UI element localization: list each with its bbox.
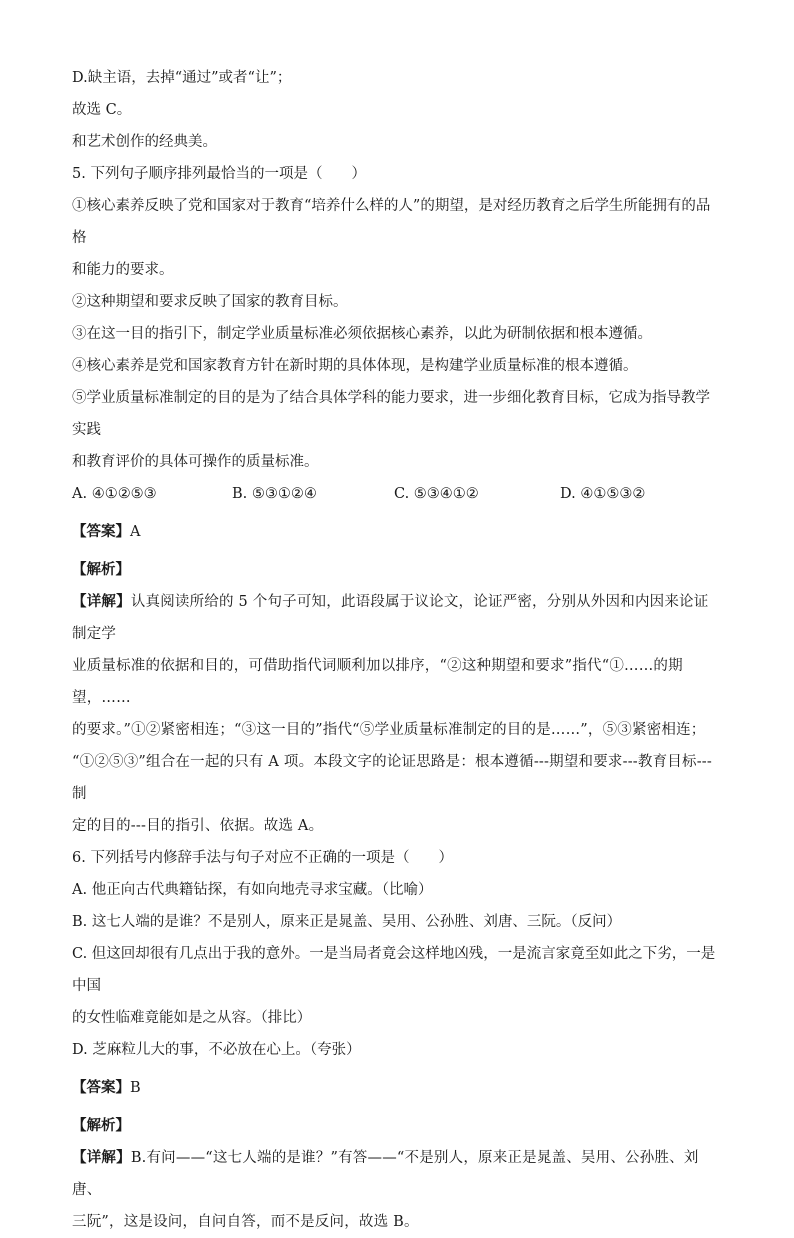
document-page bbox=[72, 62, 722, 1238]
sentence-2: ②这种期望和要求反映了国家的教育目标。 bbox=[72, 294, 348, 310]
answer-value: A bbox=[130, 524, 141, 540]
sentence-5-cont: 和教育评价的具体可操作的质量标准。 bbox=[72, 454, 319, 470]
option-d: D. 芝麻粒儿大的事，不必放在心上。（夸张） bbox=[72, 1042, 361, 1058]
detail-line bbox=[72, 1142, 722, 1206]
text-line: D.缺主语，去掉“通过”或者“让”； bbox=[72, 70, 292, 86]
detail-line: 的要求。”①②紧密相连；“③这一目的”指代“⑤学业质量标准制定的目的是……”，⑤③紧密相连； bbox=[72, 722, 706, 738]
detail-line: 三阮”，这是设问，自问自答，而不是反问，故选 B。 bbox=[72, 1214, 419, 1230]
question-5-stem: 5. 下列句子顺序排列最恰当的一项是（ ） bbox=[72, 166, 366, 182]
option-d: D. ④①⑤③② bbox=[560, 486, 646, 502]
option-b: B. 这七人端的是谁？不是别人，原来正是晁盖、吴用、公孙胜、刘唐、三阮。（反问） bbox=[72, 914, 622, 930]
answer-line bbox=[72, 516, 722, 548]
sentence-4: ④核心素养是党和国家教育方针在新时期的具体体现，是构建学业质量标准的根本遵循。 bbox=[72, 358, 638, 374]
question-5-options bbox=[72, 478, 722, 510]
question-6-stem: 6. 下列括号内修辞手法与句子对应不正确的一项是（ ） bbox=[72, 850, 453, 866]
sentence-3: ③在这一目的指引下，制定学业质量标准必须依据核心素养，以此为研制依据和根本遵循。 bbox=[72, 326, 652, 342]
detail-tag: 【详解】 bbox=[72, 1149, 131, 1166]
option-c: C. ⑤③④①② bbox=[394, 486, 479, 502]
analysis-tag: 【解析】 bbox=[72, 561, 130, 578]
detail-line: “①②⑤③”组合在一起的只有 A 项。本段文字的论证思路是：根本遵循---期望和要求---教育目标---制 bbox=[72, 754, 713, 802]
answer-tag: 【答案】 bbox=[72, 523, 130, 540]
detail-tag: 【详解】 bbox=[72, 593, 131, 610]
answer-value: B bbox=[130, 1080, 141, 1096]
text-line: 故选 C。 bbox=[72, 102, 132, 118]
answer-line bbox=[72, 1072, 722, 1104]
detail-line: 业质量标准的依据和目的，可借助指代词顺利加以排序，“②这种期望和要求”指代“①……的期望，…… bbox=[72, 658, 683, 706]
option-c: C. 但这回却很有几点出于我的意外。一是当局者竟会这样地凶残，一是流言家竟至如此之下劣，一是中国 bbox=[72, 946, 716, 994]
sentence-5: ⑤学业质量标准制定的目的是为了结合具体学科的能力要求，进一步细化教育目标，它成为指导教学实践 bbox=[72, 390, 710, 438]
detail-line: 定的目的---目的指引、依据。故选 A。 bbox=[72, 818, 324, 834]
detail-text: B.有问——“这七人端的是谁？”有答——“不是别人，原来正是晁盖、吴用、公孙胜、刘唐、 bbox=[72, 1150, 699, 1198]
answer-tag: 【答案】 bbox=[72, 1079, 130, 1096]
text-line: 和艺术创作的经典美。 bbox=[72, 134, 217, 150]
option-b: B. ⑤③①②④ bbox=[232, 486, 317, 502]
sentence-1: ①核心素养反映了党和国家对于教育“培养什么样的人”的期望，是对经历教育之后学生所能拥有的品格 bbox=[72, 198, 711, 246]
sentence-1-cont: 和能力的要求。 bbox=[72, 262, 174, 278]
option-c-cont: 的女性临难竟能如是之从容。（排比） bbox=[72, 1010, 312, 1026]
detail-line bbox=[72, 586, 722, 650]
option-a: A. ④①②⑤③ bbox=[72, 486, 157, 502]
option-a: A. 他正向古代典籍钻探，有如向地壳寻求宝藏。（比喻） bbox=[72, 882, 433, 898]
analysis-tag: 【解析】 bbox=[72, 1117, 130, 1134]
detail-text: 认真阅读所给的 5 个句子可知，此语段属于议论文，论证严密，分别从外因和内因来论证制定学 bbox=[72, 594, 709, 642]
